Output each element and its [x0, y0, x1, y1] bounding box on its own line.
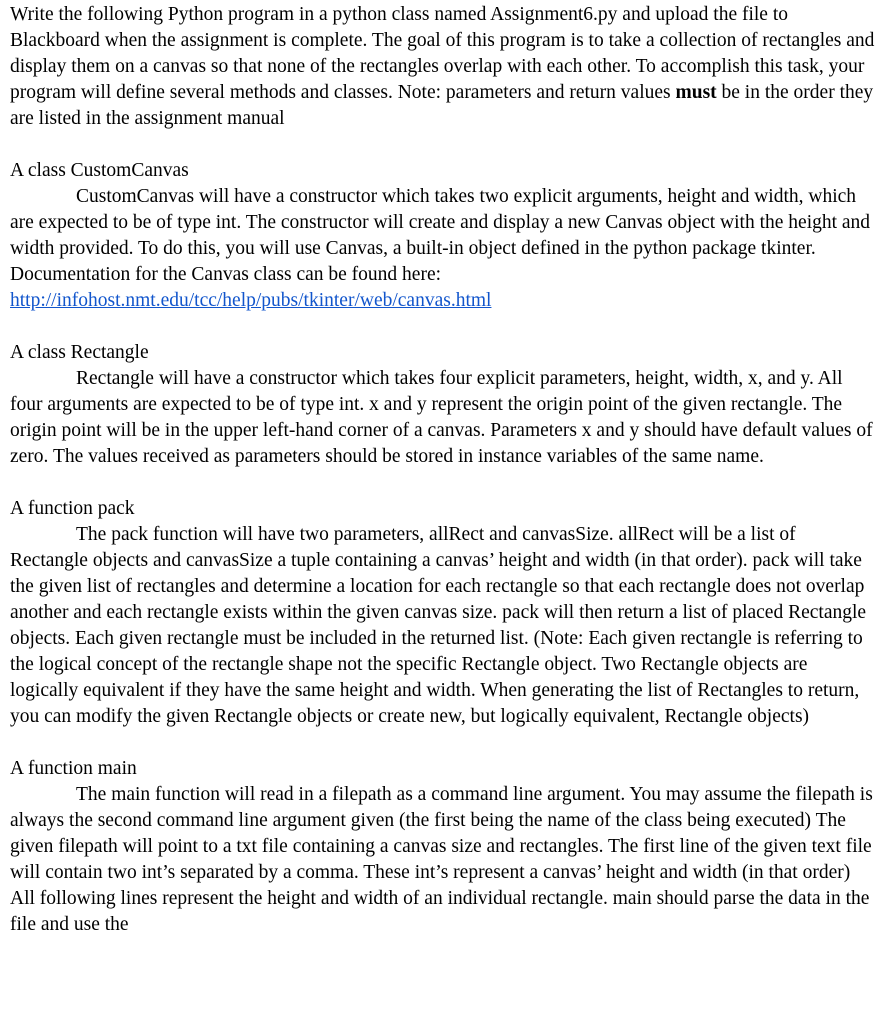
section-pack: [10, 496, 875, 730]
section-body-rectangle: Rectangle will have a constructor which takes four explicit parameters, height, width, x, and y. All four arguments are expected to be of type int. x and y represent the origin point of the given rectangle. The origin point will be in the upper left-hand corner of a canvas. Parameters x and y should have default values of zero. The values received as parameters should be stored in instance variables of the same name.: [10, 368, 873, 467]
canvas-docs-link[interactable]: http://infohost.nmt.edu/tcc/help/pubs/tkinter/web/canvas.html: [10, 290, 492, 311]
intro-emphasis: must: [675, 82, 717, 103]
intro-paragraph: [10, 2, 875, 132]
section-body-pack: The pack function will have two parameters, allRect and canvasSize. allRect will be a list of Rectangle objects and canvasSize a tuple containing a canvas’ height and width (in that order). pack will take the given list of rectangles and determine a location for each rectangle so that each rectangle does not overlap another and each rectangle exists within the given canvas size. pack will then return a list of placed Rectangle objects. Each given rectangle must be included in the returned list. (Note: Each given rectangle is referring to the logical concept of the rectangle shape not the specific Rectangle object. Two Rectangle objects are logically equivalent if they have the same height and width. When generating the list of Rectangles to return, you can modify the given Rectangle objects or create new, but logically equivalent, Rectangle objects): [10, 524, 867, 727]
section-main: [10, 756, 875, 938]
section-body-custom-canvas: [10, 184, 875, 314]
section-rectangle: [10, 340, 875, 470]
section-heading-main: A function main: [10, 758, 137, 779]
section-custom-canvas: [10, 158, 875, 314]
custom-canvas-body-text: CustomCanvas will have a constructor which takes two explicit arguments, height and width, which are expected to be of type int. The constructor will create and display a new Canvas object with the height and width provided. To do this, you will use Canvas, a built-in object defined in the python package tkinter. Documentation for the Canvas class can be found here:: [10, 186, 871, 285]
intro-text-1: Write the following Python program in a python class named Assignment6.py and upload the file to Blackboard when the assignment is complete. The goal of this program is to take a collection of rectangles and display them on a canvas so that none of the rectangles overlap with each other. To accomplish this task, your program will define several methods and classes. Note: parameters and return values: [10, 4, 875, 103]
section-heading-rectangle: A class Rectangle: [10, 342, 149, 363]
intro-text-2: be in the order they are listed in the assignment manual: [10, 82, 874, 129]
section-body-main: The main function will read in a filepath as a command line argument. You may assume the filepath is always the second command line argument given (the first being the name of the class being executed) The given filepath will point to a txt file containing a canvas size and rectangles. The first line of the given text file will contain two int’s separated by a comma. These int’s represent a canvas’ height and width (in that order) All following lines represent the height and width of an individual rectangle. main should parse the data in the file and use the: [10, 784, 873, 935]
assignment-document: [10, 2, 875, 938]
section-heading-pack: A function pack: [10, 498, 135, 519]
section-heading-custom-canvas: A class CustomCanvas: [10, 160, 189, 181]
